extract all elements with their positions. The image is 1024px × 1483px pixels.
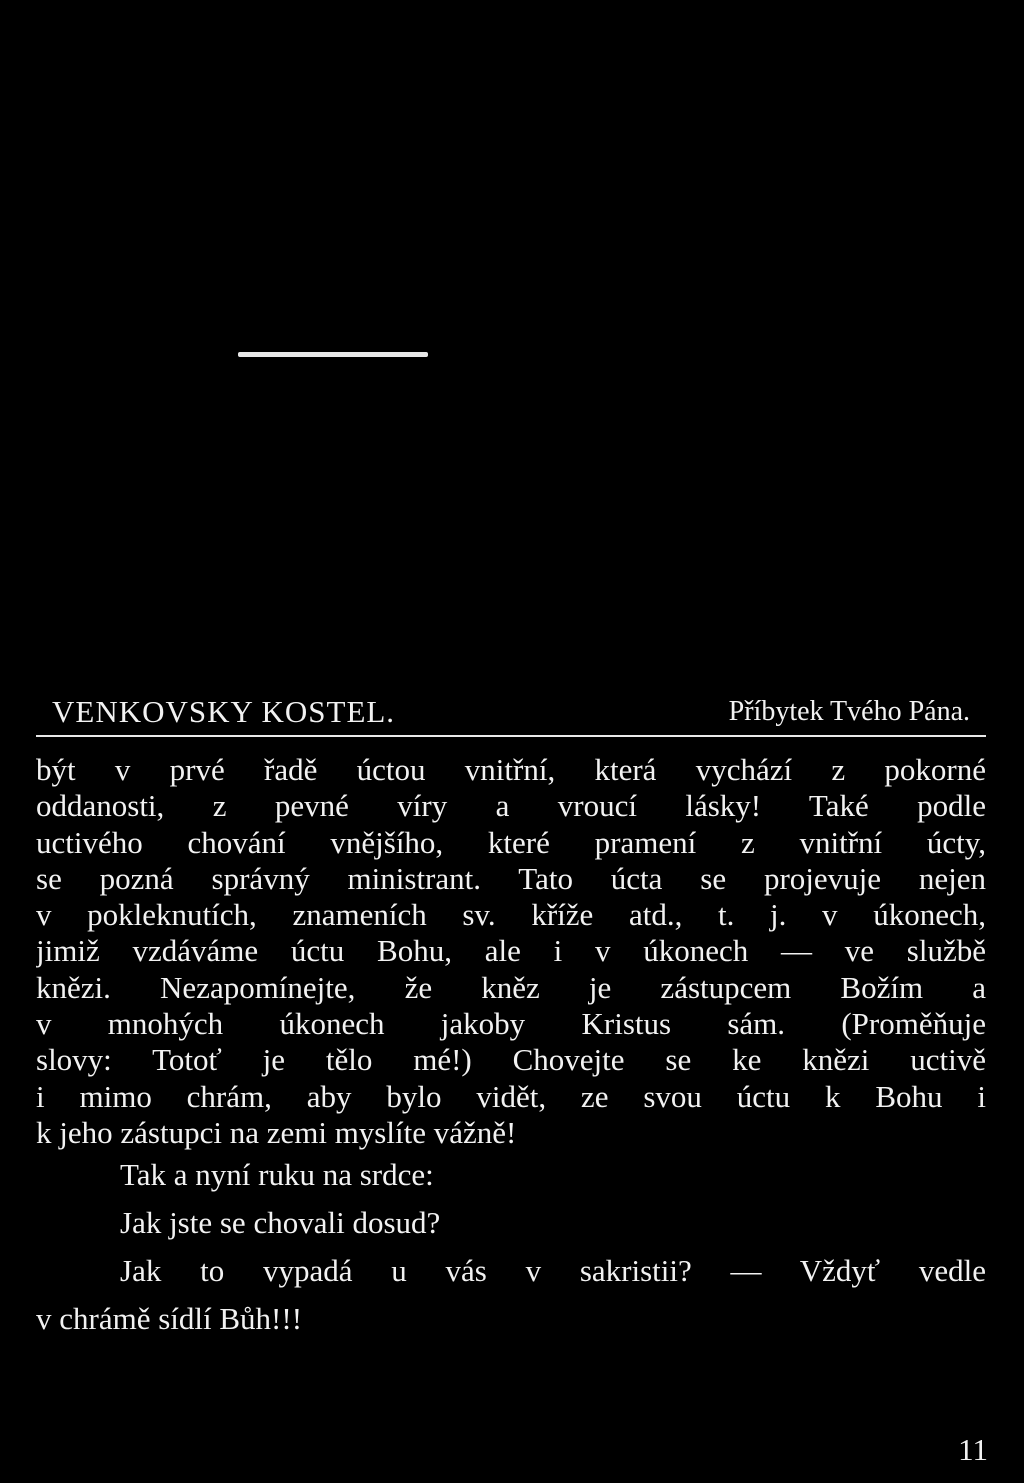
- top-rule: [238, 352, 428, 357]
- body-line: uctivého chování vnějšího, které pramení z vnitřní úcty,: [36, 824, 986, 860]
- question-line: Jak jste se chovali dosud?: [120, 1205, 441, 1241]
- header-subtitle: Příbytek Tvého Pána.: [728, 696, 970, 727]
- header-rule: [36, 735, 986, 737]
- body-line: slovy: Totoť je tělo mé!) Chovejte se ke knězi uctivě: [36, 1042, 986, 1078]
- body-line: být v prvé řadě úctou vnitřní, která vychází z pokorné: [36, 752, 986, 787]
- question-line: v chrámě sídlí Bůh!!!: [36, 1301, 303, 1337]
- body-line: jimiž vzdáváme úctu Bohu, ale i v úkonech — ve službě: [36, 933, 986, 969]
- body-line: v mnohých úkonech jakoby Kristus sám. (Proměňuje: [36, 1006, 986, 1042]
- body-line: knězi. Nezapomínejte, že kněz je zástupcem Božím a: [36, 969, 986, 1005]
- body-line: se pozná správný ministrant. Tato úcta se projevuje nejen: [36, 860, 986, 896]
- body-line: v pokleknutích, znameních sv. kříže atd., t. j. v úkonech,: [36, 897, 986, 933]
- page-number: 11: [958, 1432, 988, 1467]
- header-title: VENKOVSKY KOSTEL.: [52, 694, 396, 729]
- body-line: i mimo chrám, aby bylo vidět, ze svou úctu k Bohu i: [36, 1078, 986, 1114]
- body-text: [36, 752, 986, 1343]
- question-line: Jak to vypadá u vás v sakristii? — Vždyť vedle: [120, 1253, 986, 1289]
- question-line: Tak a nyní ruku na srdce:: [120, 1157, 434, 1193]
- body-line: oddanosti, z pevné víry a vroucí lásky! Také podle: [36, 788, 986, 824]
- body-line: k jeho zástupci na zemi myslíte vážně!: [36, 1114, 517, 1150]
- running-header: [36, 690, 986, 734]
